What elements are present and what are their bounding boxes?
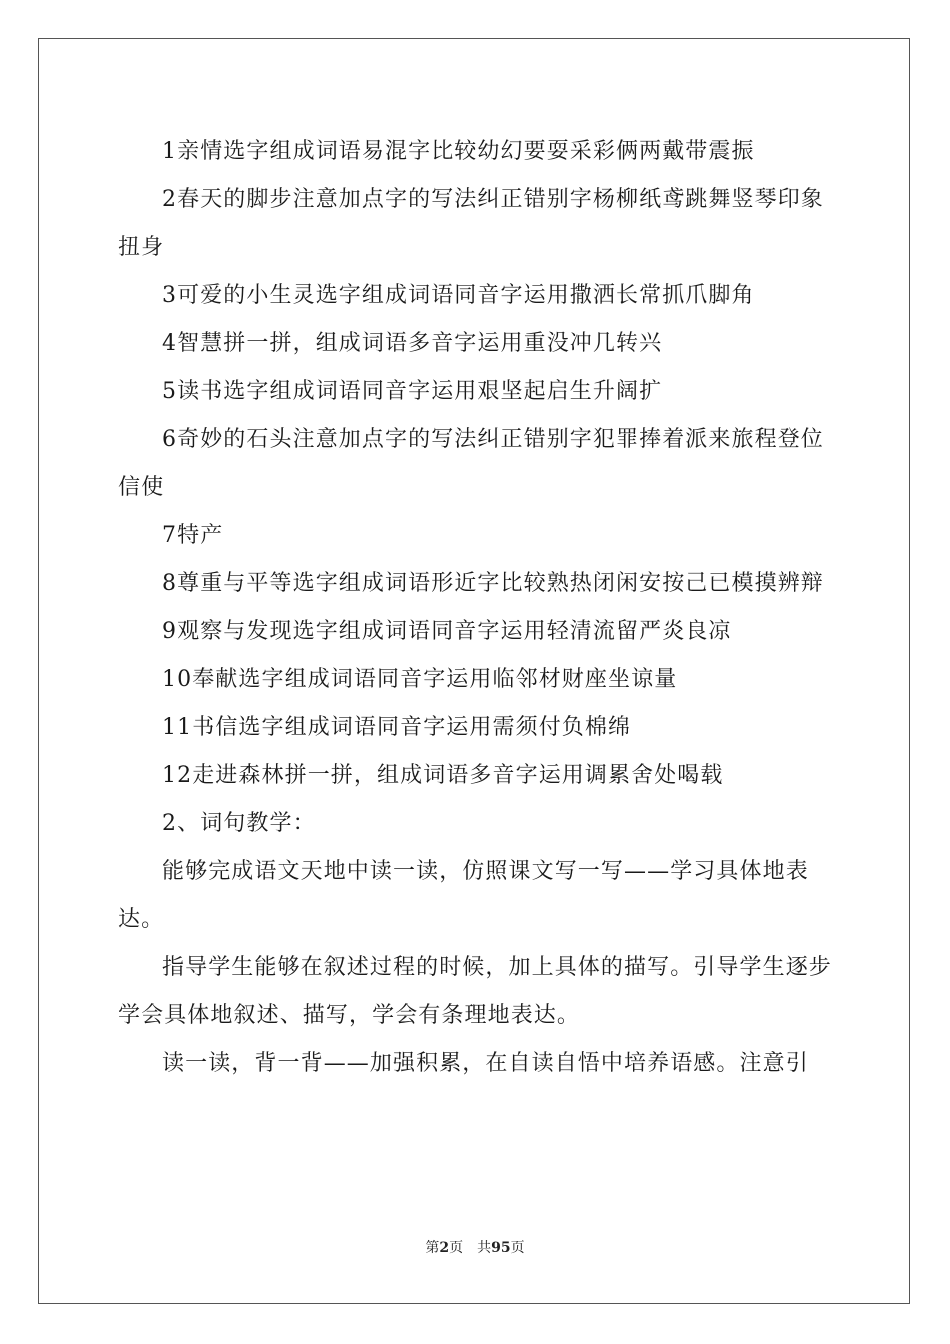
paragraph-12: 12走进森林拼一拼，组成词语多音字运用调累舍处喝载 xyxy=(162,763,724,788)
paragraph-15: 读一读，背一背——加强积累，在自读自悟中培养语感。注意引 xyxy=(162,1051,809,1076)
total-pages: 95 xyxy=(491,1240,511,1256)
paragraph-13: 能够完成语文天地中读一读，仿照课文写一写——学习具体地表达。 xyxy=(118,859,809,932)
paragraph-7: 7特产 xyxy=(162,523,224,548)
page-number: 2 xyxy=(439,1240,450,1256)
page-footer xyxy=(0,1238,950,1258)
paragraph-9: 9观察与发现选字组成词语同音字运用轻清流留严炎良凉 xyxy=(162,619,732,644)
paragraph-8: 8尊重与平等选字组成词语形近字比较熟热闭闲安按己已模摸辨辩 xyxy=(162,571,824,596)
paragraph-1: 1亲情选字组成词语易混字比较幼幻要耍采彩俩两戴带震振 xyxy=(162,139,755,164)
total-prefix: 共 xyxy=(477,1240,492,1256)
page-suffix: 页 xyxy=(449,1240,464,1256)
section-heading: 2、词句教学： xyxy=(162,811,316,836)
paragraph-4: 4智慧拼一拼，组成词语多音字运用重没冲几转兴 xyxy=(162,331,663,356)
total-suffix: 页 xyxy=(510,1240,525,1256)
page-prefix: 第 xyxy=(425,1240,440,1256)
document-body xyxy=(118,128,834,1088)
paragraph-14: 指导学生能够在叙述过程的时候，加上具体的描写。引导学生逐步学会具体地叙述、描写，学会有条理地表达。 xyxy=(118,955,832,1028)
paragraph-6: 6奇妙的石头注意加点字的写法纠正错别字犯罪捧着派来旅程登位信使 xyxy=(118,427,824,500)
paragraph-3: 3可爱的小生灵选字组成词语同音字运用撒洒长常抓爪脚角 xyxy=(162,283,755,308)
paragraph-11: 11书信选字组成词语同音字运用需须付负棉绵 xyxy=(162,715,632,740)
paragraph-10: 10奉献选字组成词语同音字运用临邻材财座坐谅量 xyxy=(162,667,678,692)
paragraph-2: 2春天的脚步注意加点字的写法纠正错别字杨柳纸鸢跳舞竖琴印象扭身 xyxy=(118,187,824,260)
paragraph-5: 5读书选字组成词语同音字运用艰坚起启生升阔扩 xyxy=(162,379,663,404)
